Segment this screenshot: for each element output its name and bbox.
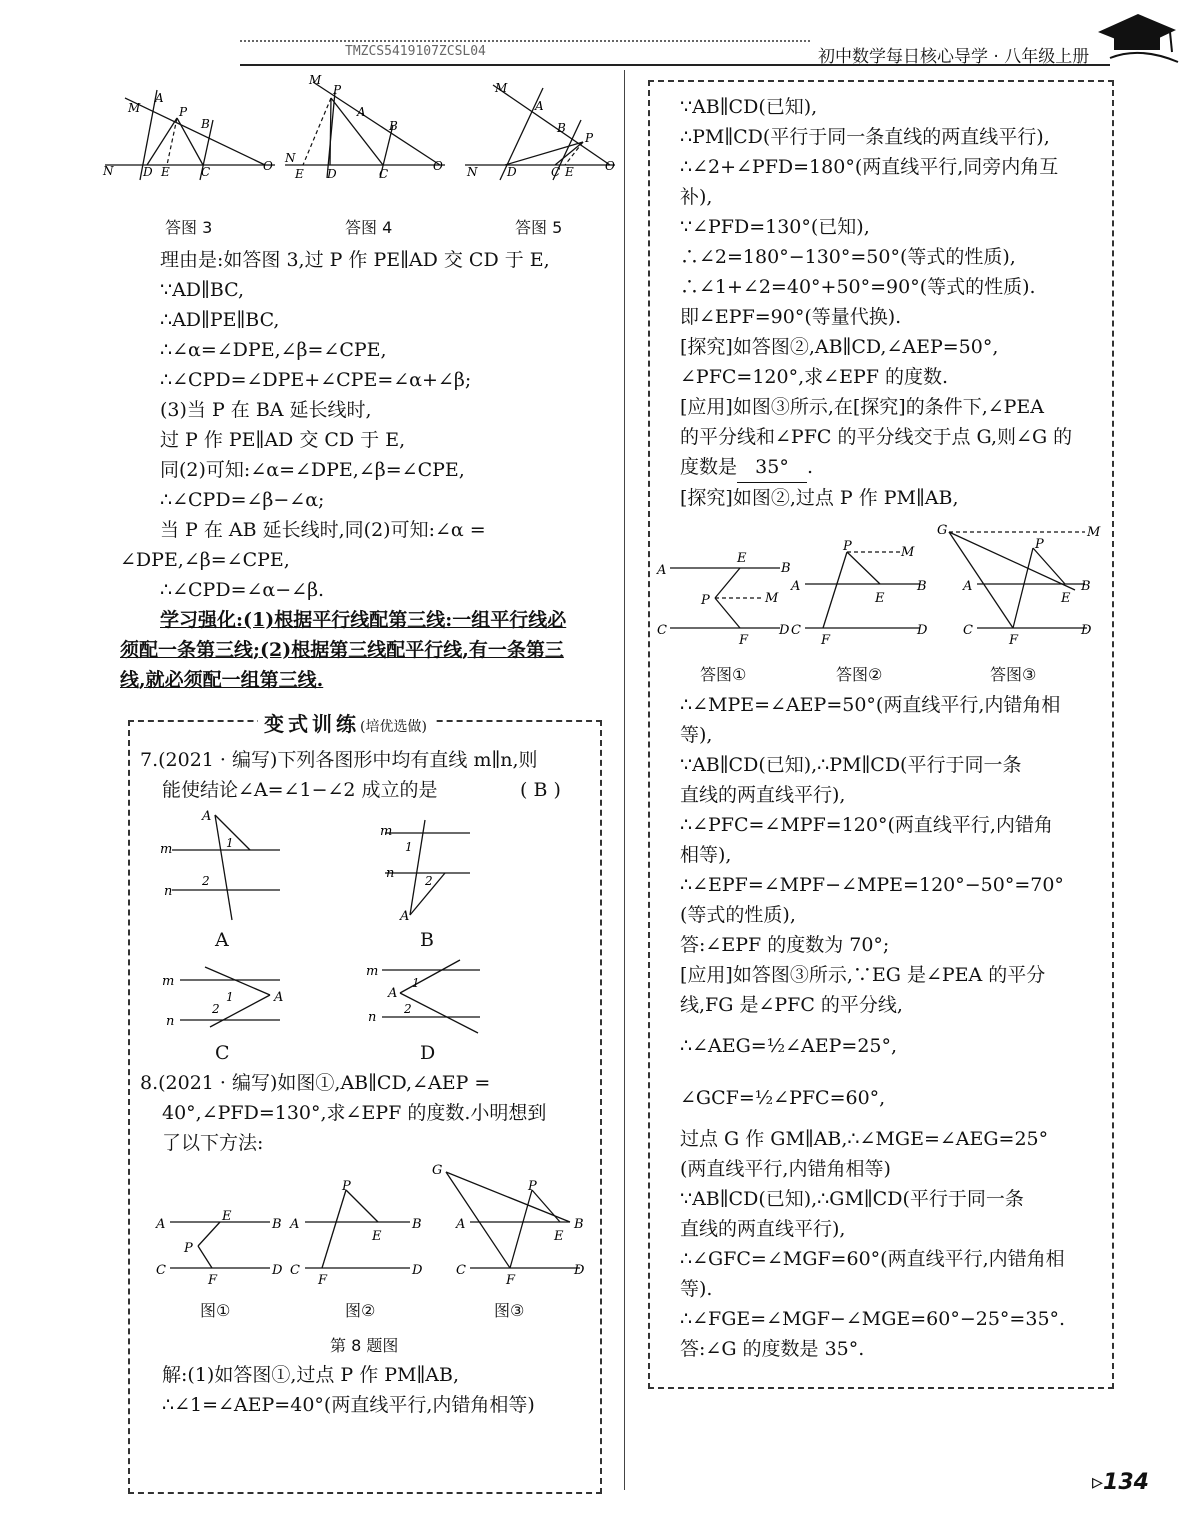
svg-text:A: A <box>274 990 284 1005</box>
svg-text:D: D <box>412 1263 423 1278</box>
svg-text:n: n <box>166 1014 175 1029</box>
svg-text:M: M <box>128 101 141 115</box>
text-line: ∴PM∥CD(平行于同一条直线的两直线平行), <box>680 126 1050 148</box>
header-code: TMZCS5419107ZCSL04 <box>345 44 486 59</box>
text-line: ∴∠AEG=½∠AEP=25°, <box>680 1035 898 1057</box>
page-number: ▹134 <box>1092 1470 1149 1495</box>
svg-text:B: B <box>272 1217 282 1232</box>
degree-prefix: 度数是 <box>680 456 738 478</box>
svg-text:D: D <box>1081 623 1092 638</box>
answer-caption-1: 答图① <box>700 665 747 684</box>
emphasis-line: 须配一条第三线;(2)根据第三线配平行线,有一条第三 <box>120 639 564 661</box>
svg-text:A: A <box>388 986 398 1001</box>
q7-option-b-label: B <box>420 929 434 951</box>
svg-text:A: A <box>400 909 410 924</box>
text-line: ∴∠MPE=∠AEP=50°(两直线平行,内错角相 <box>680 694 1061 716</box>
text-line: 直线的两直线平行), <box>680 784 846 806</box>
svg-text:E: E <box>1061 591 1071 606</box>
svg-text:B: B <box>781 561 791 576</box>
answer-figure-5 <box>465 81 615 180</box>
svg-text:P: P <box>1035 537 1044 552</box>
q7-line2: 能使结论∠A=∠1−∠2 成立的是 <box>162 779 438 801</box>
svg-text:A: A <box>156 1217 166 1232</box>
q7-option-d-label: D <box>420 1042 436 1064</box>
text-line: ∴∠1+∠2=40°+50°=90°(等式的性质). <box>680 276 1036 298</box>
svg-text:M: M <box>309 73 322 87</box>
svg-text:F: F <box>318 1273 328 1288</box>
text-line: 的平分线和∠PFC 的平分线交于点 G,则∠G 的 <box>680 426 1073 448</box>
svg-text:E: E <box>161 165 170 179</box>
q8-figure-2 <box>289 1179 423 1288</box>
text-line: 过 P 作 PE∥AD 交 CD 于 E, <box>160 429 406 451</box>
svg-text:B: B <box>557 121 566 135</box>
svg-text:n: n <box>368 1010 377 1025</box>
q8-figure-title: 第 8 题图 <box>330 1336 399 1355</box>
header-rule <box>240 64 1110 66</box>
q8-figure-1 <box>155 1209 283 1288</box>
svg-text:F: F <box>739 633 749 648</box>
svg-text:P: P <box>333 83 342 97</box>
text-line: ∴∠EPF=∠MPF−∠MPE=120°−50°=70° <box>680 874 1064 896</box>
svg-text:A: A <box>791 579 801 594</box>
text-line: 直线的两直线平行), <box>680 1218 846 1240</box>
degree-answer: 35° <box>737 452 807 483</box>
text-line: ∠PFC=120°,求∠EPF 的度数. <box>680 366 948 388</box>
svg-text:D: D <box>574 1263 585 1278</box>
svg-text:A: A <box>290 1217 300 1232</box>
svg-text:E: E <box>737 551 747 566</box>
q7-answer: ( B ) <box>520 779 561 801</box>
practice-subtitle: (培优选做) <box>360 719 427 735</box>
answer-figure-2 <box>790 539 928 648</box>
svg-text:O: O <box>605 159 615 173</box>
text-line: (3)当 P 在 BA 延长线时, <box>160 399 372 421</box>
svg-text:B: B <box>574 1217 584 1232</box>
caption-fig5: 答图 5 <box>515 218 563 237</box>
q8-figure-3 <box>432 1163 585 1288</box>
svg-text:2: 2 <box>425 874 433 888</box>
svg-text:A: A <box>357 105 366 119</box>
svg-text:P: P <box>585 131 594 145</box>
svg-text:P: P <box>179 105 188 119</box>
svg-text:A: A <box>657 563 667 578</box>
text-line: ∵∠PFD=130°(已知), <box>680 216 870 238</box>
text-line: ∴AD∥PE∥BC, <box>160 309 280 331</box>
svg-text:B: B <box>1081 579 1091 594</box>
svg-text:B: B <box>201 117 210 131</box>
q8-line3: 了以下方法: <box>162 1132 264 1154</box>
answer-figure-4 <box>284 73 445 181</box>
text-line: 补), <box>680 186 713 208</box>
svg-text:C: C <box>379 167 389 181</box>
text-line: ∴∠PFC=∠MPF=120°(两直线平行,内错角 <box>680 814 1053 836</box>
svg-text:M: M <box>1087 525 1101 540</box>
answer-figures-3-5 <box>95 70 625 210</box>
svg-text:P: P <box>184 1241 193 1256</box>
text-line: ∴∠CPD=∠α−∠β. <box>160 579 325 601</box>
svg-text:D: D <box>272 1263 283 1278</box>
text-line: ∴∠2+∠PFD=180°(两直线平行,同旁内角互 <box>680 156 1059 178</box>
svg-text:C: C <box>963 623 973 638</box>
header-rule-left <box>240 40 810 42</box>
text-line: 等). <box>680 1278 713 1300</box>
q7-line1: 7.(2021 · 编写)下列各图形中均有直线 m∥n,则 <box>140 749 538 771</box>
left-solution-text <box>120 245 610 695</box>
svg-text:E: E <box>875 591 885 606</box>
svg-text:F: F <box>208 1273 218 1288</box>
svg-text:C: C <box>290 1263 300 1278</box>
svg-text:m: m <box>162 974 175 989</box>
svg-text:D: D <box>507 165 517 179</box>
text-line: ∠DPE,∠β=∠CPE, <box>120 549 290 571</box>
text-line: ∴∠FGE=∠MGF−∠MGE=60°−25°=35°. <box>680 1308 1066 1330</box>
svg-text:n: n <box>386 866 395 881</box>
svg-text:F: F <box>821 633 831 648</box>
text-line: 线,FG 是∠PFC 的平分线, <box>680 994 903 1016</box>
svg-text:O: O <box>263 159 273 173</box>
svg-text:C: C <box>551 165 561 179</box>
text-line: ∴∠GFC=∠MGF=60°(两直线平行,内错角相 <box>680 1248 1065 1270</box>
answer-caption-2: 答图② <box>836 665 883 684</box>
text-line: [应用]如图③所示,在[探究]的条件下,∠PEA <box>680 396 1045 418</box>
header-title: 初中数学每日核心导学 · 八年级上册 <box>818 47 1090 67</box>
right-solution-text-2 <box>680 690 1110 1364</box>
text-line: (两直线平行,内错角相等) <box>680 1158 891 1180</box>
text-line: ∵AD∥BC, <box>160 279 245 301</box>
svg-text:N: N <box>103 164 114 178</box>
answer-figures-right <box>655 522 1105 652</box>
svg-text:n: n <box>164 884 173 899</box>
caption-fig3: 答图 3 <box>165 218 213 237</box>
q8-caption-1: 图① <box>200 1301 231 1320</box>
q7-figure-c <box>162 967 283 1029</box>
text-line: ∴∠α=∠DPE,∠β=∠CPE, <box>160 339 387 361</box>
svg-text:B: B <box>389 119 398 133</box>
svg-text:F: F <box>506 1273 516 1288</box>
svg-text:O: O <box>433 159 443 173</box>
svg-text:E: E <box>295 167 304 181</box>
q7-option-a-label: A <box>215 929 229 951</box>
svg-text:1: 1 <box>412 976 420 990</box>
solution-line1: 解:(1)如答图①,过点 P 作 PM∥AB, <box>162 1364 459 1386</box>
text-line: ∵AB∥CD(已知),∴PM∥CD(平行于同一条 <box>680 754 1022 776</box>
text-line: ∴∠CPD=∠DPE+∠CPE=∠α+∠β; <box>160 369 472 391</box>
svg-text:A: A <box>535 99 544 113</box>
text-line: 理由是:如答图 3,过 P 作 PE∥AD 交 CD 于 E, <box>160 249 550 271</box>
svg-text:A: A <box>963 579 973 594</box>
text-line: 答:∠EPF 的度数为 70°; <box>680 934 890 956</box>
svg-text:D: D <box>917 623 928 638</box>
svg-text:m: m <box>366 964 379 979</box>
svg-text:M: M <box>495 81 508 95</box>
svg-text:B: B <box>412 1217 422 1232</box>
svg-text:G: G <box>432 1163 443 1178</box>
svg-text:m: m <box>380 824 393 839</box>
text-line: (等式的性质), <box>680 904 796 926</box>
answer-figure-3 <box>937 523 1101 648</box>
q8-caption-3: 图③ <box>494 1301 525 1320</box>
svg-text:2: 2 <box>212 1002 220 1016</box>
svg-text:D: D <box>779 623 790 638</box>
svg-text:C: C <box>201 165 211 179</box>
text-line: ∠GCF=½∠PFC=60°, <box>680 1087 886 1109</box>
answer-figure-3 <box>102 90 275 180</box>
q8-caption-2: 图② <box>345 1301 376 1320</box>
emphasis-line: 线,就必须配一组第三线. <box>120 669 324 691</box>
svg-text:P: P <box>528 1179 537 1194</box>
degree-answer-line <box>680 452 1110 483</box>
solution-line2: ∴∠1=∠AEP=40°(两直线平行,内错角相等) <box>162 1394 535 1416</box>
svg-text:M: M <box>901 545 915 560</box>
answer-figure-1 <box>656 551 791 648</box>
svg-text:A: A <box>202 809 212 824</box>
text-line: [探究]如图②,过点 P 作 PM∥AB, <box>680 487 959 509</box>
text-line: 当 P 在 AB 延长线时,同(2)可知:∠α = <box>160 519 486 541</box>
svg-text:A: A <box>155 91 164 105</box>
q7-figure-a <box>160 809 280 920</box>
text-line: [探究]如答图②,AB∥CD,∠AEP=50°, <box>680 336 999 358</box>
svg-text:1: 1 <box>405 840 413 854</box>
svg-text:F: F <box>1009 633 1019 648</box>
q8-figures <box>150 1160 590 1290</box>
column-divider <box>624 70 625 1490</box>
text-line: 同(2)可知:∠α=∠DPE,∠β=∠CPE, <box>160 459 465 481</box>
svg-text:A: A <box>456 1217 466 1232</box>
svg-text:E: E <box>372 1229 382 1244</box>
q7-figure-d <box>366 960 480 1033</box>
svg-text:C: C <box>657 623 667 638</box>
text-line: 等), <box>680 724 713 746</box>
svg-text:N: N <box>285 151 296 165</box>
svg-text:P: P <box>701 593 710 608</box>
text-line: 即∠EPF=90°(等量代换). <box>680 306 902 328</box>
svg-text:P: P <box>342 1179 351 1194</box>
q7-option-c-label: C <box>215 1042 230 1064</box>
svg-text:B: B <box>917 579 927 594</box>
svg-text:C: C <box>456 1263 466 1278</box>
svg-text:M: M <box>765 591 779 606</box>
graduation-cap-icon <box>1090 6 1180 68</box>
q8-line1: 8.(2021 · 编写)如图①,AB∥CD,∠AEP = <box>140 1072 491 1094</box>
svg-text:E: E <box>222 1209 232 1224</box>
text-line: 相等), <box>680 844 732 866</box>
text-line: 答:∠G 的度数是 35°. <box>680 1338 865 1360</box>
text-line: [应用]如答图③所示,∵EG 是∠PEA 的平分 <box>680 964 1046 986</box>
svg-text:1: 1 <box>226 836 234 850</box>
text-line: ∵AB∥CD(已知), <box>680 96 818 118</box>
caption-fig4: 答图 4 <box>345 218 393 237</box>
svg-text:C: C <box>791 623 801 638</box>
practice-title <box>258 708 433 737</box>
answer-caption-3: 答图③ <box>990 665 1037 684</box>
svg-text:G: G <box>937 523 948 538</box>
svg-text:m: m <box>160 842 173 857</box>
q8-line2: 40°,∠PFD=130°,求∠EPF 的度数.小明想到 <box>162 1102 547 1124</box>
svg-text:1: 1 <box>226 990 234 1004</box>
svg-text:N: N <box>467 165 478 179</box>
svg-text:D: D <box>327 167 337 181</box>
practice-title-text: 变式训练 <box>264 712 360 736</box>
q7-figure-b <box>380 820 470 924</box>
text-line: ∵AB∥CD(已知),∴GM∥CD(平行于同一条 <box>680 1188 1024 1210</box>
right-solution-text <box>680 92 1110 513</box>
text-line: 过点 G 作 GM∥AB,∴∠MGE=∠AEG=25° <box>680 1128 1049 1150</box>
svg-text:D: D <box>143 165 153 179</box>
q7-option-figures <box>150 805 510 1065</box>
svg-text:E: E <box>565 165 574 179</box>
text-line: ∴∠2=180°−130°=50°(等式的性质), <box>680 246 1016 268</box>
emphasis-line: 学习强化:(1)根据平行线配第三线:一组平行线必 <box>160 609 567 631</box>
svg-text:P: P <box>843 539 852 554</box>
text-line: ∴∠CPD=∠β−∠α; <box>160 489 325 511</box>
degree-suffix: . <box>807 456 814 478</box>
svg-text:E: E <box>554 1229 564 1244</box>
svg-text:2: 2 <box>404 1002 412 1016</box>
svg-text:2: 2 <box>202 874 210 888</box>
svg-text:C: C <box>156 1263 166 1278</box>
